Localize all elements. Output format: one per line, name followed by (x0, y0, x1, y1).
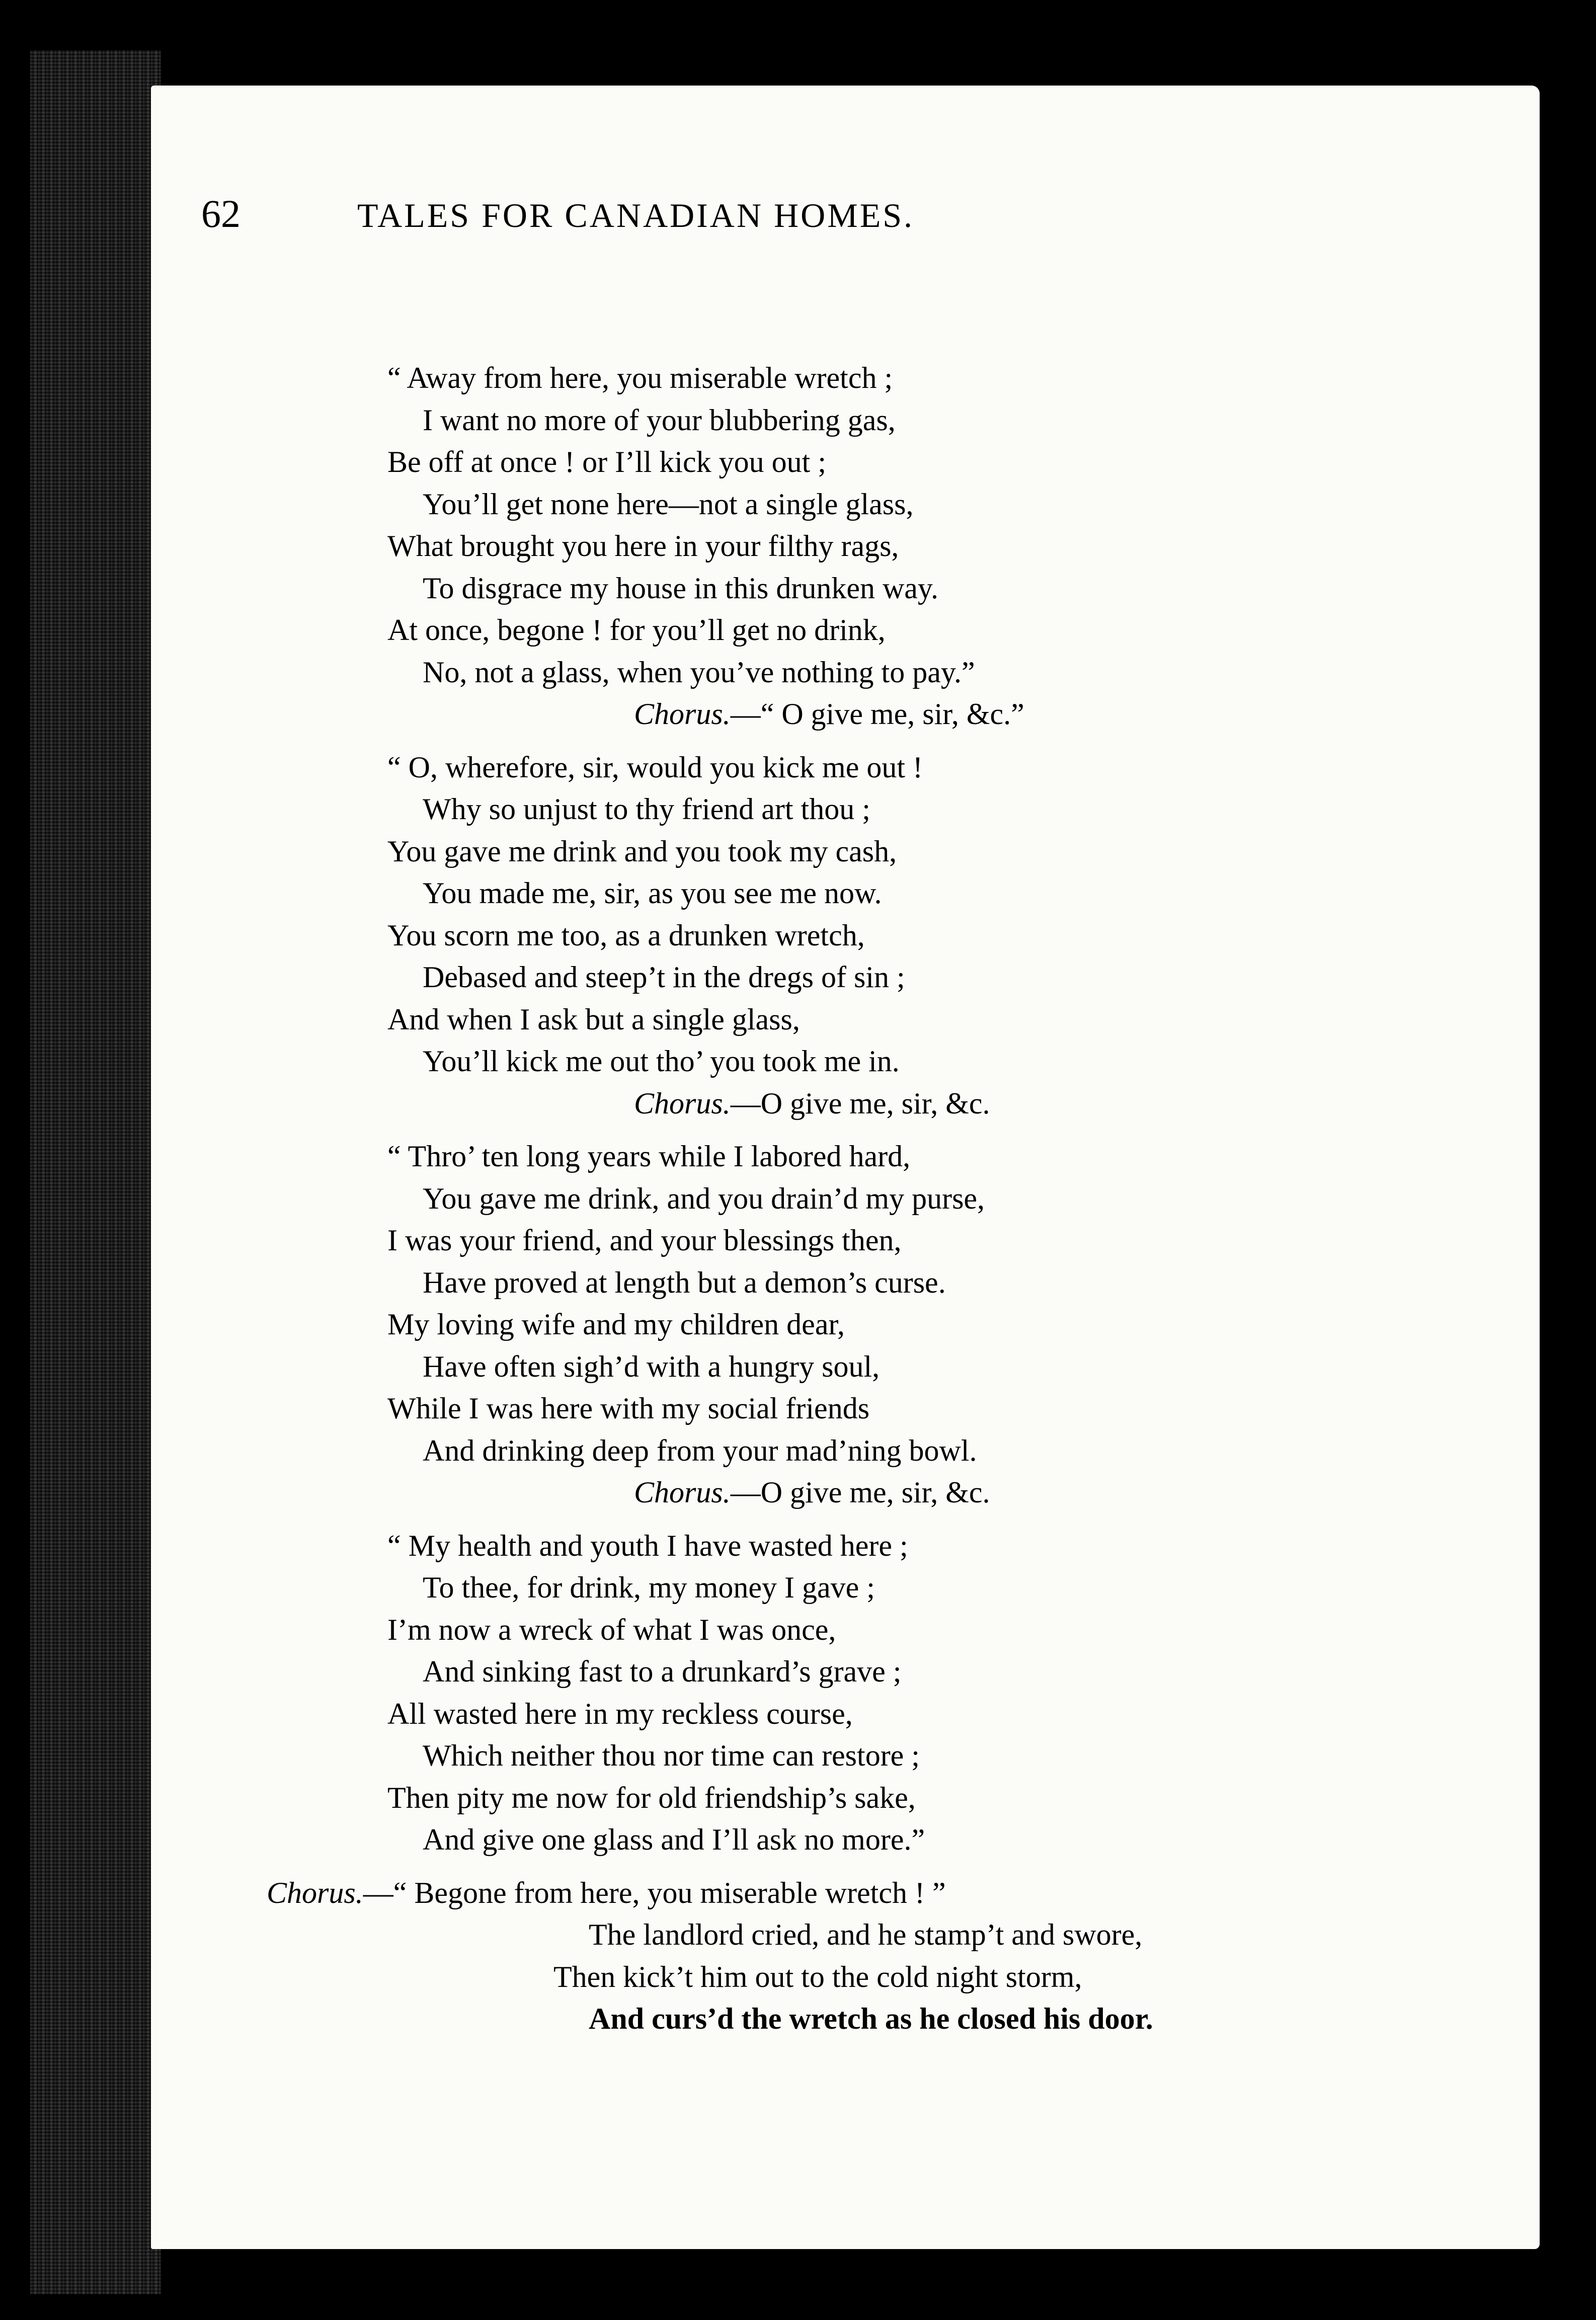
chorus-text: —O give me, sir, &c. (730, 1086, 990, 1120)
page-header (201, 191, 1157, 252)
chorus-text: —O give me, sir, &c. (730, 1476, 990, 1509)
poem-line: You gave me drink, and you drain’d my purse, (423, 1181, 985, 1215)
poem-line: And sinking fast to a drunkard’s grave ; (423, 1655, 902, 1688)
stanza-4 (387, 1525, 1419, 1861)
poem-line: Have proved at length but a demon’s curse. (423, 1265, 946, 1299)
poem-line: And curs’d the wretch as he closed his door. (589, 2002, 1153, 2035)
final-chorus (267, 1872, 1419, 2040)
poem-line: “ My health and youth I have wasted here ; (387, 1529, 908, 1562)
poem-line: No, not a glass, when you’ve nothing to pay.” (423, 655, 975, 689)
poem-line: You gave me drink and you took my cash, (387, 834, 897, 868)
poem-line: Why so unjust to thy friend art thou ; (423, 792, 870, 826)
poem-line: “ Away from here, you miserable wretch ; (387, 361, 893, 394)
stanza-1 (387, 357, 1419, 736)
chorus-label: Chorus. (634, 697, 731, 731)
poem-line: The landlord cried, and he stamp’t and swore, (589, 1918, 1143, 1951)
poem-line: And drinking deep from your mad’ning bowl. (423, 1433, 977, 1467)
poem-line: “ Thro’ ten long years while I labored hard, (387, 1140, 911, 1173)
poem-line: You made me, sir, as you see me now. (423, 876, 882, 910)
chorus-label: Chorus. (634, 1086, 731, 1120)
poem (267, 357, 1419, 2051)
chorus-label: Chorus. (634, 1476, 731, 1509)
poem-line: You scorn me too, as a drunken wretch, (387, 918, 865, 952)
poem-line: Have often sigh’d with a hungry soul, (423, 1349, 880, 1383)
poem-line: To disgrace my house in this drunken way. (423, 571, 939, 605)
running-title: TALES FOR CANADIAN HOMES. (357, 196, 915, 234)
chorus-text: —“ Begone from here, you miserable wretch ! ” (363, 1876, 946, 1909)
poem-line: Then pity me now for old friendship’s sake, (387, 1781, 916, 1814)
final-chorus-lead (267, 1872, 1419, 1914)
chorus-reference (387, 693, 1419, 736)
poem-line: All wasted here in my reckless course, (387, 1697, 853, 1730)
poem-line: You’ll get none here—not a single glass, (423, 487, 914, 521)
poem-line: While I was here with my social friends (387, 1392, 870, 1425)
poem-line: I’m now a wreck of what I was once, (387, 1613, 836, 1646)
poem-line: You’ll kick me out tho’ you took me in. (423, 1045, 900, 1078)
chorus-reference (387, 1083, 1419, 1125)
poem-line: At once, begone ! for you’ll get no drink, (387, 613, 886, 647)
book-binding-edge (30, 50, 161, 2294)
poem-line: My loving wife and my children dear, (387, 1308, 845, 1341)
poem-line: And give one glass and I’ll ask no more.” (423, 1823, 925, 1856)
poem-line: I was your friend, and your blessings then, (387, 1224, 902, 1257)
poem-line: What brought you here in your filthy rags, (387, 529, 899, 563)
poem-line: Debased and steep’t in the dregs of sin ; (423, 961, 905, 994)
poem-line: Which neither thou nor time can restore ; (423, 1739, 920, 1772)
poem-line: Then kick’t him out to the cold night storm, (553, 1960, 1082, 1993)
page-number: 62 (201, 192, 241, 235)
poem-line: I want no more of your blubbering gas, (423, 403, 896, 437)
chorus-reference (387, 1472, 1419, 1514)
poem-line: To thee, for drink, my money I gave ; (423, 1571, 875, 1604)
chorus-text: —“ O give me, sir, &c.” (730, 697, 1024, 731)
poem-line: “ O, wherefore, sir, would you kick me out ! (387, 750, 923, 784)
poem-line: Be off at once ! or I’ll kick you out ; (387, 445, 826, 478)
stanza-3 (387, 1136, 1419, 1514)
stanza-2 (387, 747, 1419, 1125)
chorus-label: Chorus. (267, 1876, 363, 1909)
poem-line: And when I ask but a single glass, (387, 1002, 800, 1036)
